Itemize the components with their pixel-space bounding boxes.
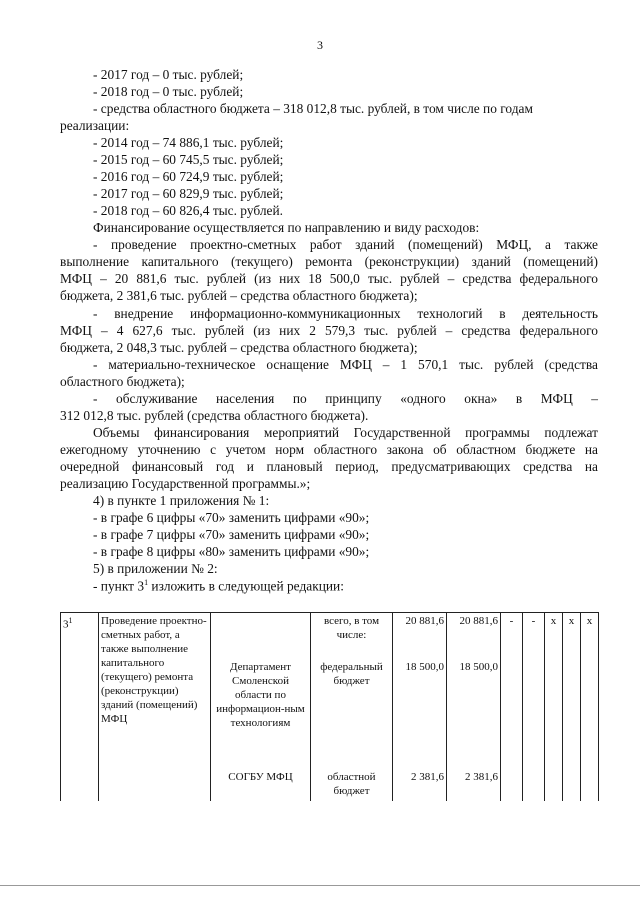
year-cell xyxy=(581,769,599,801)
text-line: реализацию Государственной программы.»; xyxy=(60,476,311,491)
amount-cell: 18 500,0 xyxy=(447,659,501,769)
text-line: - в графе 7 цифры «70» заменить цифрами «90»; xyxy=(93,527,370,542)
source-cell: областной бюджет xyxy=(311,769,393,801)
year-cell: - xyxy=(523,613,545,659)
text-line: Объемы финансирования мероприятий Государственной программы подлежат xyxy=(93,425,598,440)
text-line: бюджета, 2 381,6 тыс. рублей – средства областного бюджета); xyxy=(60,288,418,303)
row-number-cell: $3^1$ xyxy=(61,613,99,801)
text-line: очередной финансовый год и плановый период, предусматривающих средства на xyxy=(60,459,598,474)
year-cell: x xyxy=(563,613,581,659)
superscript: 1 xyxy=(144,578,149,587)
text-line: 5) в приложении № 2: xyxy=(93,561,218,576)
text-line: - 2014 год – 74 886,1 тыс. рублей; xyxy=(93,135,284,150)
text-line: - средства областного бюджета – 318 012,8 тыс. рублей, в том числе по годам xyxy=(93,101,533,116)
year-cell: x xyxy=(545,613,563,659)
text-line: - проведение проектно-сметных работ зданий (помещений) МФЦ, а также xyxy=(93,237,598,252)
text-line: бюджета, 2 048,3 тыс. рублей – средства областного бюджета); xyxy=(60,340,418,355)
text-line: областного бюджета); xyxy=(60,374,185,389)
text-line: Финансирование осуществляется по направлению и виду расходов: xyxy=(93,220,480,235)
text-line: - в графе 8 цифры «80» заменить цифрами «90»; xyxy=(93,544,370,559)
text-line: - 2016 год – 60 724,9 тыс. рублей; xyxy=(93,169,284,184)
text-line: 4) в пункте 1 приложения № 1: xyxy=(93,493,270,508)
amount-cell: 2 381,6 xyxy=(393,769,447,801)
empty-cell xyxy=(211,613,311,659)
text-line: - обслуживание населения по принципу «одного окна» в МФЦ – xyxy=(93,391,598,406)
year-cell xyxy=(563,769,581,801)
source-cell: федеральный бюджет xyxy=(311,659,393,769)
amount-cell: 20 881,6 xyxy=(393,613,447,659)
year-cell xyxy=(581,659,599,769)
text-line: ежегодному уточнению с учетом норм областного закона об областном бюджете на xyxy=(60,442,598,457)
executor-cell: Департамент Смоленской области по информацион-ным технологиям xyxy=(211,659,311,769)
text-line: - 2017 год – 60 829,9 тыс. рублей; xyxy=(93,186,284,201)
text-line: 312 012,8 тыс. рублей (средства областного бюджета). xyxy=(60,408,369,423)
text-line: - внедрение информационно-коммуникационных технологий в деятельность xyxy=(93,306,598,321)
year-cell xyxy=(563,659,581,769)
activity-cell: Проведение проектно-сметных работ, а также выполнение капитального (текущего) ремонта (реконструкции) зданий (помещений) МФЦ xyxy=(99,613,211,801)
text-line: - материально-техническое оснащение МФЦ – 1 570,1 тыс. рублей (средства xyxy=(93,357,598,372)
page-bottom-edge xyxy=(0,885,640,886)
source-cell: всего, в том числе: xyxy=(311,613,393,659)
text-line xyxy=(93,578,344,594)
text-fragment: изложить в следующей редакции: xyxy=(148,578,344,594)
text-line: - 2018 год – 60 826,4 тыс. рублей. xyxy=(93,203,283,218)
text-line: - 2015 год – 60 745,5 тыс. рублей; xyxy=(93,152,284,167)
text-line: реализации: xyxy=(60,118,130,133)
program-table xyxy=(60,612,599,801)
page-number: 3 xyxy=(317,38,323,52)
text-line: - в графе 6 цифры «70» заменить цифрами «90»; xyxy=(93,510,370,525)
text-line: - 2017 год – 0 тыс. рублей; xyxy=(93,67,244,82)
year-cell xyxy=(523,659,545,769)
year-cell: - xyxy=(501,613,523,659)
text-line: - 2018 год – 0 тыс. рублей; xyxy=(93,84,244,99)
amount-cell: 20 881,6 xyxy=(447,613,501,659)
year-cell: x xyxy=(581,613,599,659)
executor-cell: СОГБУ МФЦ xyxy=(211,769,311,801)
year-cell xyxy=(501,769,523,801)
year-cell xyxy=(545,659,563,769)
amount-cell: 2 381,6 xyxy=(447,769,501,801)
year-cell xyxy=(523,769,545,801)
text-line: выполнение капитального (текущего) ремонта (реконструкции) зданий (помещений) xyxy=(60,254,598,269)
text-line: МФЦ – 4 627,6 тыс. рублей (из них 2 579,3 тыс. рублей – средства федерального xyxy=(60,323,598,338)
year-cell xyxy=(501,659,523,769)
table-row xyxy=(61,613,599,659)
amount-cell: 18 500,0 xyxy=(393,659,447,769)
year-cell xyxy=(545,769,563,801)
text-fragment: - пункт 3 xyxy=(93,578,145,594)
text-line: МФЦ – 20 881,6 тыс. рублей (из них 18 500,0 тыс. рублей – средства федерального xyxy=(60,271,598,286)
